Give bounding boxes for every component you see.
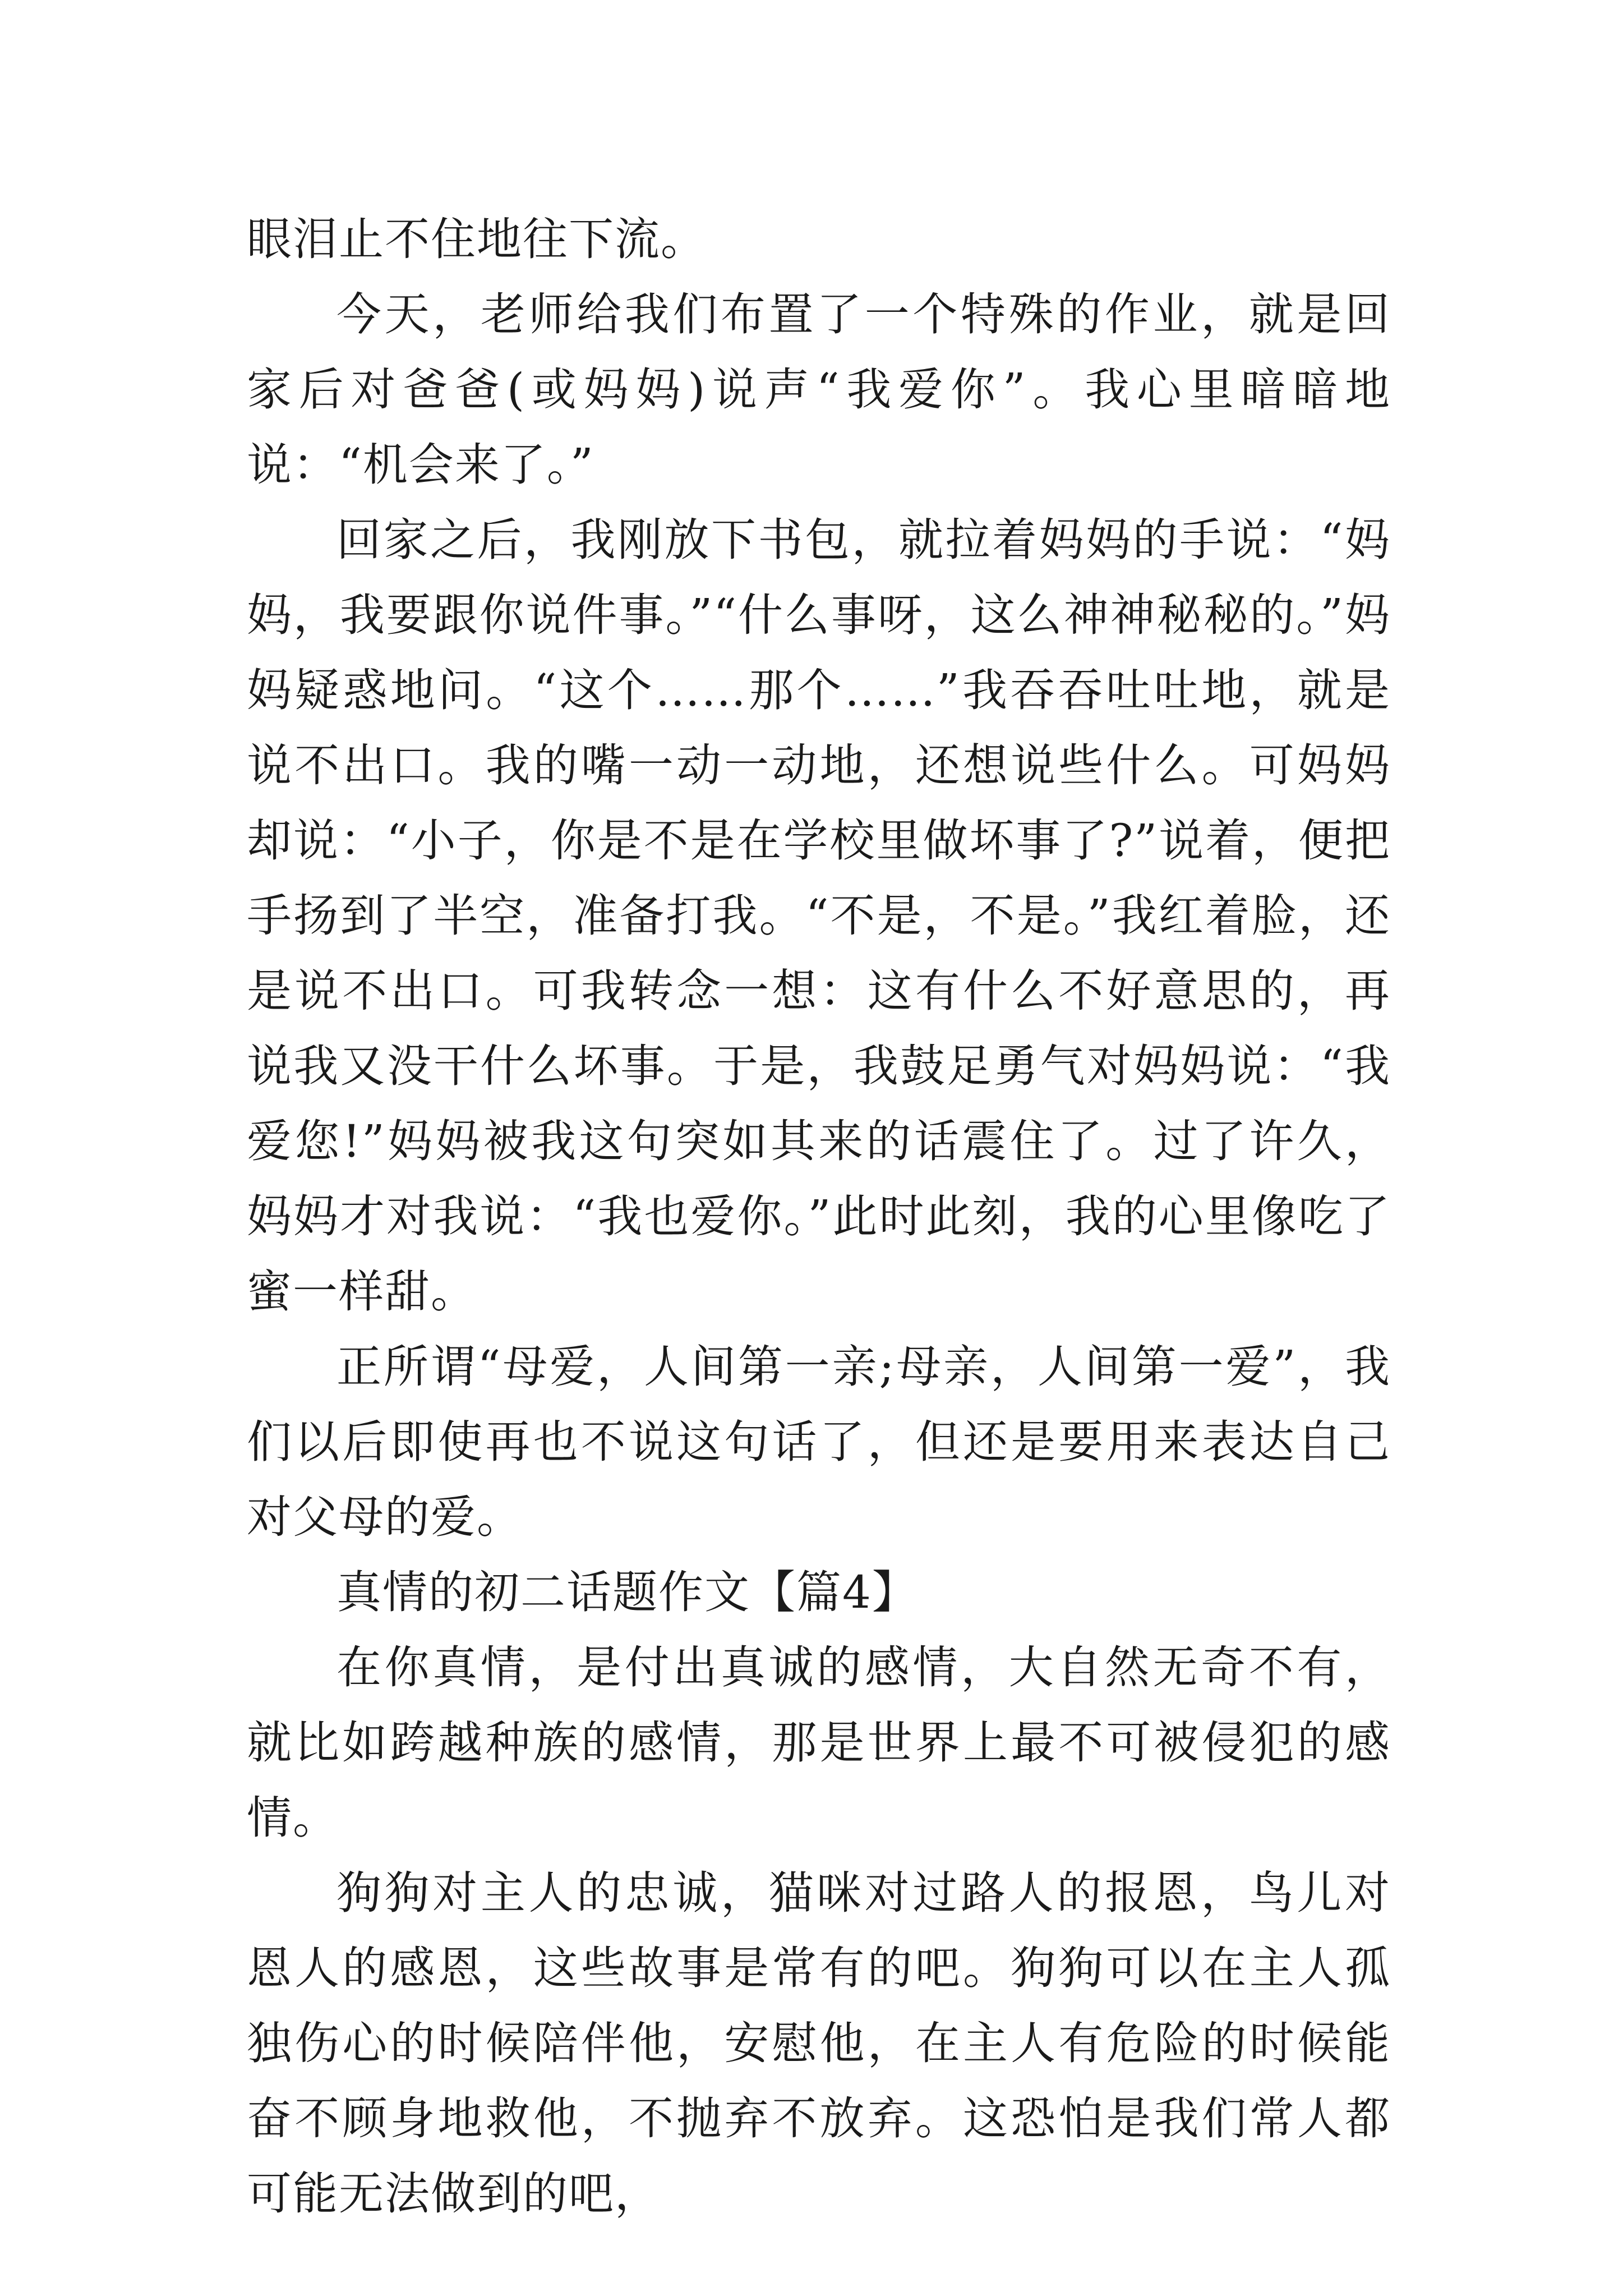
section-heading: 真情的初二话题作文【篇4】 (336, 1566, 918, 1618)
paragraph-continuation: 眼泪止不住地往下流。 (247, 213, 707, 265)
paragraph-homework: 今天，老师给我们布置了一个特殊的作业，就是回家后对爸爸(或妈妈)说声“我爱你”。我心里暗暗地说：“机会来了。” (247, 288, 1391, 491)
paragraph-conclusion: 正所谓“母爱，人间第一亲;母亲，人间第一爱”，我们以后即使再也不说这句话了，但还是要用来表达自己对父母的爱。 (247, 1341, 1391, 1543)
body-text (247, 202, 1391, 2231)
paragraph-true-feelings: 在你真情，是付出真诚的感情，大自然无奇不有，就比如跨越种族的感情，那是世界上最不可被侵犯的感情。 (247, 1641, 1391, 1844)
paragraph-conversation: 回家之后，我刚放下书包，就拉着妈妈的手说：“妈妈，我要跟你说件事。”“什么事呀，这么神神秘秘的。”妈妈疑惑地问。“这个……那个……”我吞吞吐吐地，就是说不出口。我的嘴一动一动地，还想说些什么。可妈妈却说：“小子，你是不是在学校里做坏事了?”说着，便把手扬到了半空，准备打我。“不是，不是。”我红着脸，还是说不出口。可我转念一想：这有什么不好意思的，再说我又没干什么坏事。于是，我鼓足勇气对妈妈说：“我爱您!”妈妈被我这句突如其来的话震住了。过了许久，妈妈才对我说：“我也爱你。”此时此刻，我的心里像吃了蜜一样甜。 (247, 514, 1391, 1318)
paragraph-animals: 狗狗对主人的忠诚，猫咪对过路人的报恩，鸟儿对恩人的感恩，这些故事是常有的吧。狗狗可以在主人孤独伤心的时候陪伴他，安慰他，在主人有危险的时候能奋不顾身地救他，不抛弃不放弃。这恐怕是我们常人都可能无法做到的吧， (247, 1867, 1391, 2220)
